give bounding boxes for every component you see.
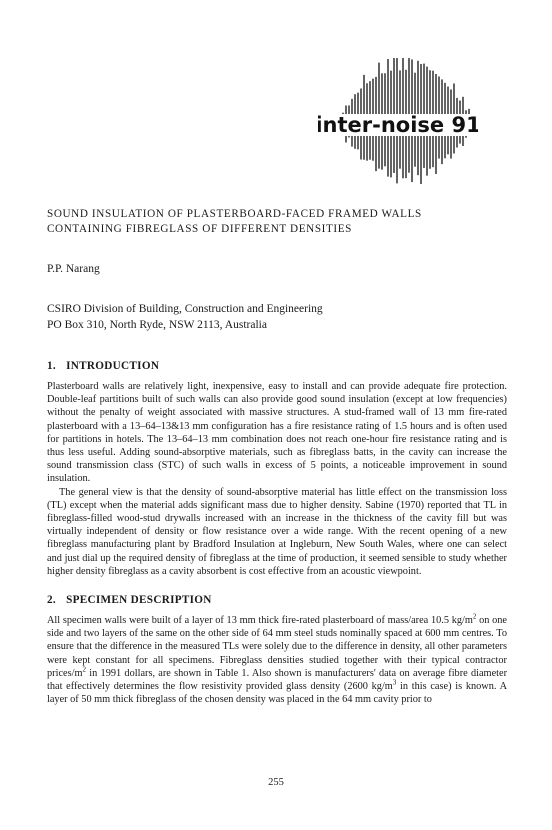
inter-noise-91-logo <box>318 56 478 186</box>
text-run: All specimen walls were built of a layer of 13 mm thick fire-rated plasterboard of mass/area 10.5 kg/m <box>47 615 473 626</box>
superscript: 3 <box>392 678 397 687</box>
text-run: in this case) is known. A layer of 50 mm thick fibreglass of the chosen density was placed in the 64 mm cavity prior to <box>47 681 508 706</box>
paragraph: The general view is that the density of sound-absorptive material has little effect on the transmission loss (TL) except when the material adds significant mass due to higher density. Sabine (1970) reported that TL in fibreglass-filled wood-stud drywalls increased with an increase in the thickness of the cavity fill but was virtually independent of density or flow resistance over a wide range. With the recent opening of a new fibreglass manufacturing plant by Bradford Insulation at Ingleburn, New South Wales, where one can select and just dial up the required density of fibreglass at the time of production, it seemed sensible to study whether higher density fibreglass as a cavity absorbent is cost effective from an acoustic viewpoint. <box>47 486 507 577</box>
logo-graphic <box>318 56 478 186</box>
affiliation-line-2: PO Box 310, North Ryde, NSW 2113, Australia <box>47 318 267 331</box>
specimen-description-body <box>47 614 507 706</box>
text-run: in 1991 dollars, are shown in Table 1. Also shown is manufacturers' data on average fibre diameter that effectively determines the flow resistivity provided glass density (2600 kg/m <box>47 667 507 693</box>
affiliation <box>47 302 323 333</box>
section-title: INTRODUCTION <box>66 360 160 372</box>
paragraph: Plasterboard walls are relatively light, inexpensive, easy to install and can provide adequate fire protection. Double-leaf partitions built of such walls can also provide good sound insulation (except at low frequencies) without the penalty of weight associated with massive structures. A stud-framed wall of 13 mm fire-rated plasterboard with a 13–64–13&13 mm configuration has a fire resistance rating of 1.5 hours and is often used for partitions in hotels. The 13–64–13 mm combination does not reach one-hour fire resistance rating and is thus less useful. Adding sound-absorptive materials, such as fibreglass batts, in the cavity can increase the sound transmission class (STC) of such walls in excess of 5 points, a noticeable improvement in sound insulation. <box>47 381 507 485</box>
paragraph <box>47 614 507 706</box>
text-run: on one side and two layers of the same on the other side of 64 mm steel studs nominally spaced at 600 mm centres. To ensure that the difference in the measured TLs were solely due to the difference in density, all other parameters were kept constant for all specimens. Fibreglass densities studied together with their typical contractor prices/m <box>47 615 508 679</box>
superscript: 2 <box>472 612 477 621</box>
affiliation-line-1: CSIRO Division of Building, Construction and Engineering <box>47 303 323 315</box>
page-number: 255 <box>268 777 284 788</box>
section-heading-specimen-description <box>47 594 212 606</box>
section-number: 2. <box>47 594 56 606</box>
introduction-body <box>47 380 507 578</box>
superscript: 2 <box>82 665 86 674</box>
section-number: 1. <box>47 360 56 372</box>
paper-title <box>47 207 517 237</box>
paper-title-line-2: CONTAINING FIBREGLASS OF DIFFERENT DENSITIES <box>47 223 352 235</box>
logo-text: inter-noise 91 <box>318 113 478 137</box>
section-heading-introduction <box>47 360 159 372</box>
section-title: SPECIMEN DESCRIPTION <box>66 594 212 606</box>
paper-title-line-1: SOUND INSULATION OF PLASTERBOARD-FACED FRAMED WALLS <box>47 208 422 220</box>
author: P.P. Narang <box>47 263 100 275</box>
